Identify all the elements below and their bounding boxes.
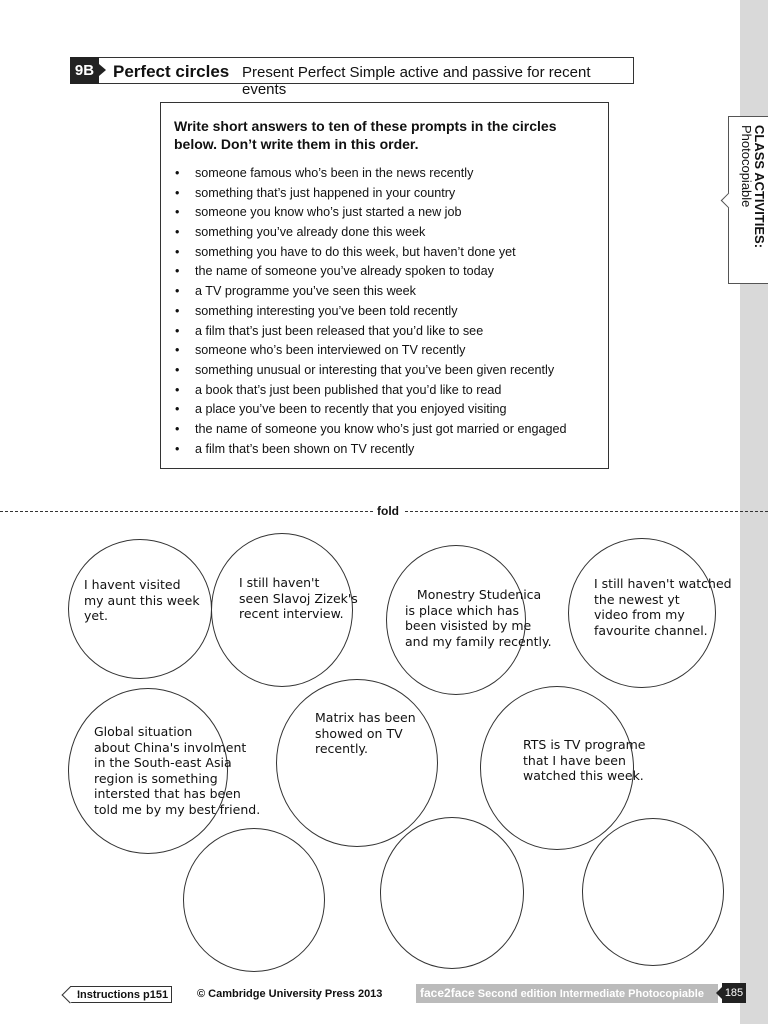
activity-subtitle: Present Perfect Simple active and passive for recent events: [242, 64, 591, 98]
answer-circle-6[interactable]: [276, 679, 438, 847]
prompt-item: • something interesting you’ve been told recently: [175, 302, 567, 322]
answer-text-3: Monestry Studenica is place which has been visisted by me and my family recently.: [405, 587, 552, 649]
prompt-item: • the name of someone you’ve already spoken to today: [175, 262, 567, 282]
prompt-item: • something you’ve already done this week: [175, 223, 567, 243]
fold-label: fold: [373, 503, 403, 519]
answer-circle-8[interactable]: [183, 828, 325, 972]
brand-level: Intermediate Photocopiable: [559, 988, 704, 1000]
answer-text-1: I havent visited my aunt this week yet.: [84, 577, 200, 624]
answer-circle-10[interactable]: [582, 818, 724, 966]
instructions-link[interactable]: Instructions p151: [70, 986, 172, 1003]
prompt-box: [160, 102, 609, 469]
section-side-tab: [728, 116, 768, 284]
side-tab-label: [740, 125, 766, 248]
prompt-item: • something that’s just happened in your country: [175, 184, 567, 204]
prompt-instructions: Write short answers to ten of these prompts in the circles below. Don’t write them in this order.: [174, 118, 557, 152]
answer-text-4: I still haven't watched the newest yt video from my favourite channel.: [594, 576, 732, 638]
prompt-item: • something you have to do this week, but haven’t done yet: [175, 243, 567, 263]
answer-text-7: RTS is TV programe that I have been watched this week.: [523, 737, 646, 784]
prompt-item: • a film that’s been shown on TV recently: [175, 440, 567, 460]
brand-bar: [416, 984, 718, 1003]
prompt-item: • someone you know who’s just started a new job: [175, 203, 567, 223]
prompt-item: • a film that’s just been released that you’d like to see: [175, 322, 567, 342]
prompt-item: • something unusual or interesting that you’ve been given recently: [175, 361, 567, 381]
activity-title: Perfect circles: [113, 62, 230, 81]
activity-code: 9B: [70, 57, 99, 84]
prompt-item: • someone who’s been interviewed on TV recently: [175, 341, 567, 361]
side-tab-line2: Photocopiable: [739, 125, 754, 208]
page-number: 185: [722, 983, 746, 1003]
prompt-item: • a place you’ve been to recently that you enjoyed visiting: [175, 400, 567, 420]
prompt-item: • the name of someone you know who’s just got married or engaged: [175, 420, 567, 440]
answer-text-5: Global situation about China's involment in the South-east Asia region is something intersted that has been told me by my best friend.: [94, 724, 261, 817]
answer-circle-9[interactable]: [380, 817, 524, 969]
prompt-item: • a TV programme you’ve seen this week: [175, 282, 567, 302]
answer-text-6: Matrix has been showed on TV recently.: [315, 710, 416, 757]
activity-header: [70, 57, 634, 98]
brand-edition: Second edition: [477, 988, 557, 1000]
side-tab-line1: CLASS ACTIVITIES:: [752, 125, 767, 249]
brand-name: face2face: [420, 986, 475, 1000]
answer-text-2: I still haven't seen Slavoj Zizek's recent interview.: [239, 575, 358, 622]
tab-notch: [721, 193, 737, 209]
prompt-list: [175, 164, 567, 459]
prompt-item: • a book that’s just been published that you’d like to read: [175, 381, 567, 401]
copyright: © Cambridge University Press 2013: [197, 988, 383, 1000]
prompt-item: • someone famous who’s been in the news recently: [175, 164, 567, 184]
